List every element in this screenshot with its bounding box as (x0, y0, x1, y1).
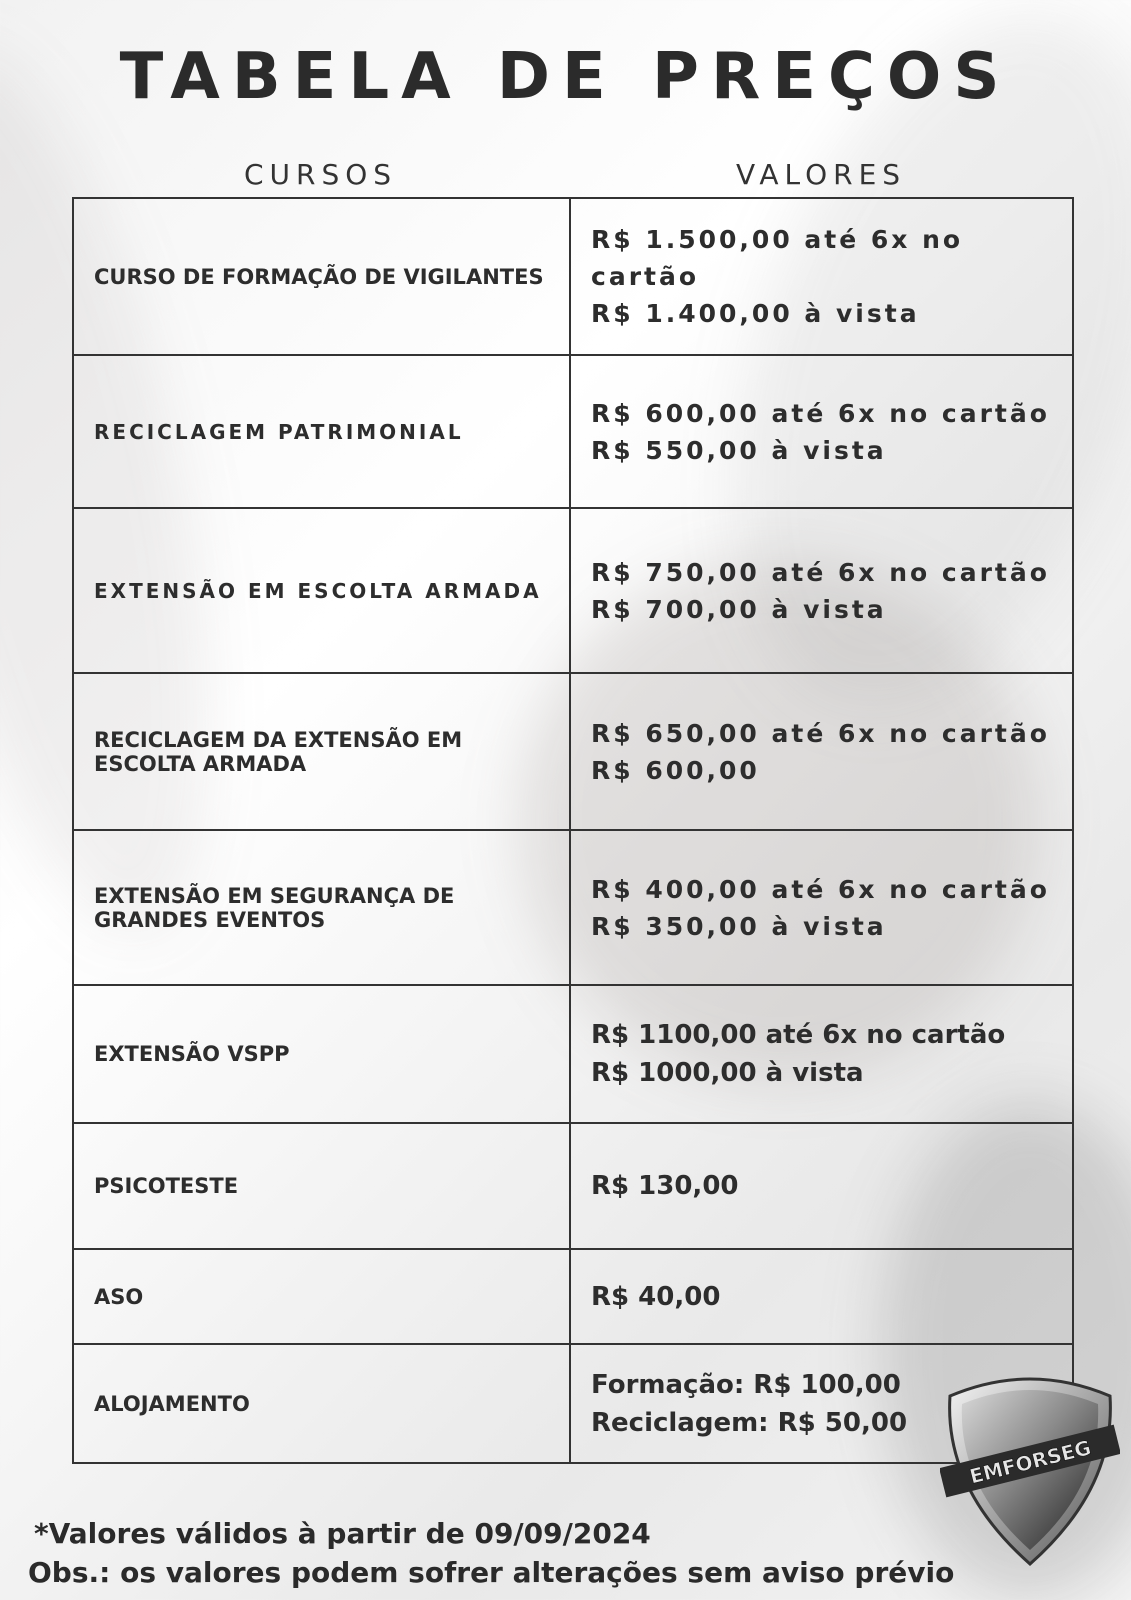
table-row (73, 1249, 1073, 1344)
price-cell (570, 830, 1073, 985)
price-line: R$ 1000,00 à vista (591, 1058, 864, 1088)
price-line: R$ 40,00 (591, 1281, 721, 1312)
table-row (73, 673, 1073, 830)
course-name: PSICOTESTE (73, 1123, 570, 1249)
table-row (73, 1123, 1073, 1249)
validity-note: *Valores válidos à partir de 09/09/2024 (34, 1517, 651, 1550)
price-line: R$ 750,00 até 6x no cartão (591, 557, 1050, 587)
logo-text: EMFORSEG (967, 1435, 1094, 1489)
price-line: R$ 1.400,00 à vista (591, 299, 920, 328)
course-name: CURSO DE FORMAÇÃO DE VIGILANTES (73, 198, 570, 355)
price-line: R$ 650,00 até 6x no cartão (591, 718, 1050, 748)
table-row (73, 985, 1073, 1123)
price-line: R$ 1.500,00 até 6x no cartão (591, 225, 964, 291)
price-cell (570, 508, 1073, 673)
price-line: R$ 400,00 até 6x no cartão (591, 874, 1050, 904)
column-header-values: VALORES (735, 158, 907, 191)
course-name: RECICLAGEM PATRIMONIAL (73, 355, 570, 508)
price-cell (570, 673, 1073, 830)
price-cell (570, 1123, 1073, 1249)
price-line: Formação: R$ 100,00 (591, 1369, 901, 1400)
course-name: EXTENSÃO VSPP (73, 985, 570, 1123)
shield-logo-icon (940, 1368, 1120, 1568)
price-cell (570, 985, 1073, 1123)
price-line: R$ 700,00 à vista (591, 594, 887, 624)
table-row (73, 1344, 1073, 1463)
course-name: RECICLAGEM DA EXTENSÃO EM ESCOLTA ARMADA (73, 673, 570, 830)
price-cell (570, 198, 1073, 355)
table-row (73, 830, 1073, 985)
column-header-courses: CURSOS (243, 158, 398, 191)
price-line: R$ 600,00 (591, 755, 760, 785)
page-title: TABELA DE PREÇOS (119, 40, 1012, 114)
price-line: R$ 550,00 à vista (591, 435, 887, 465)
price-cell (570, 1249, 1073, 1344)
price-cell (570, 355, 1073, 508)
table-row (73, 508, 1073, 673)
price-line: R$ 350,00 à vista (591, 911, 887, 941)
price-line: R$ 130,00 (591, 1171, 739, 1201)
price-line: R$ 600,00 até 6x no cartão (591, 398, 1050, 428)
obs-note: Obs.: os valores podem sofrer alterações sem aviso prévio (28, 1556, 955, 1589)
course-name: EXTENSÃO EM ESCOLTA ARMADA (73, 508, 570, 673)
course-name: ASO (73, 1249, 570, 1344)
price-line: Reciclagem: R$ 50,00 (591, 1407, 908, 1438)
course-name: ALOJAMENTO (73, 1344, 570, 1463)
price-table (72, 197, 1074, 1464)
footer-notes (28, 1515, 954, 1593)
price-line: R$ 1100,00 até 6x no cartão (591, 1020, 1006, 1050)
course-name: EXTENSÃO EM SEGURANÇA DE GRANDES EVENTOS (73, 830, 570, 985)
table-row (73, 198, 1073, 355)
table-row (73, 355, 1073, 508)
